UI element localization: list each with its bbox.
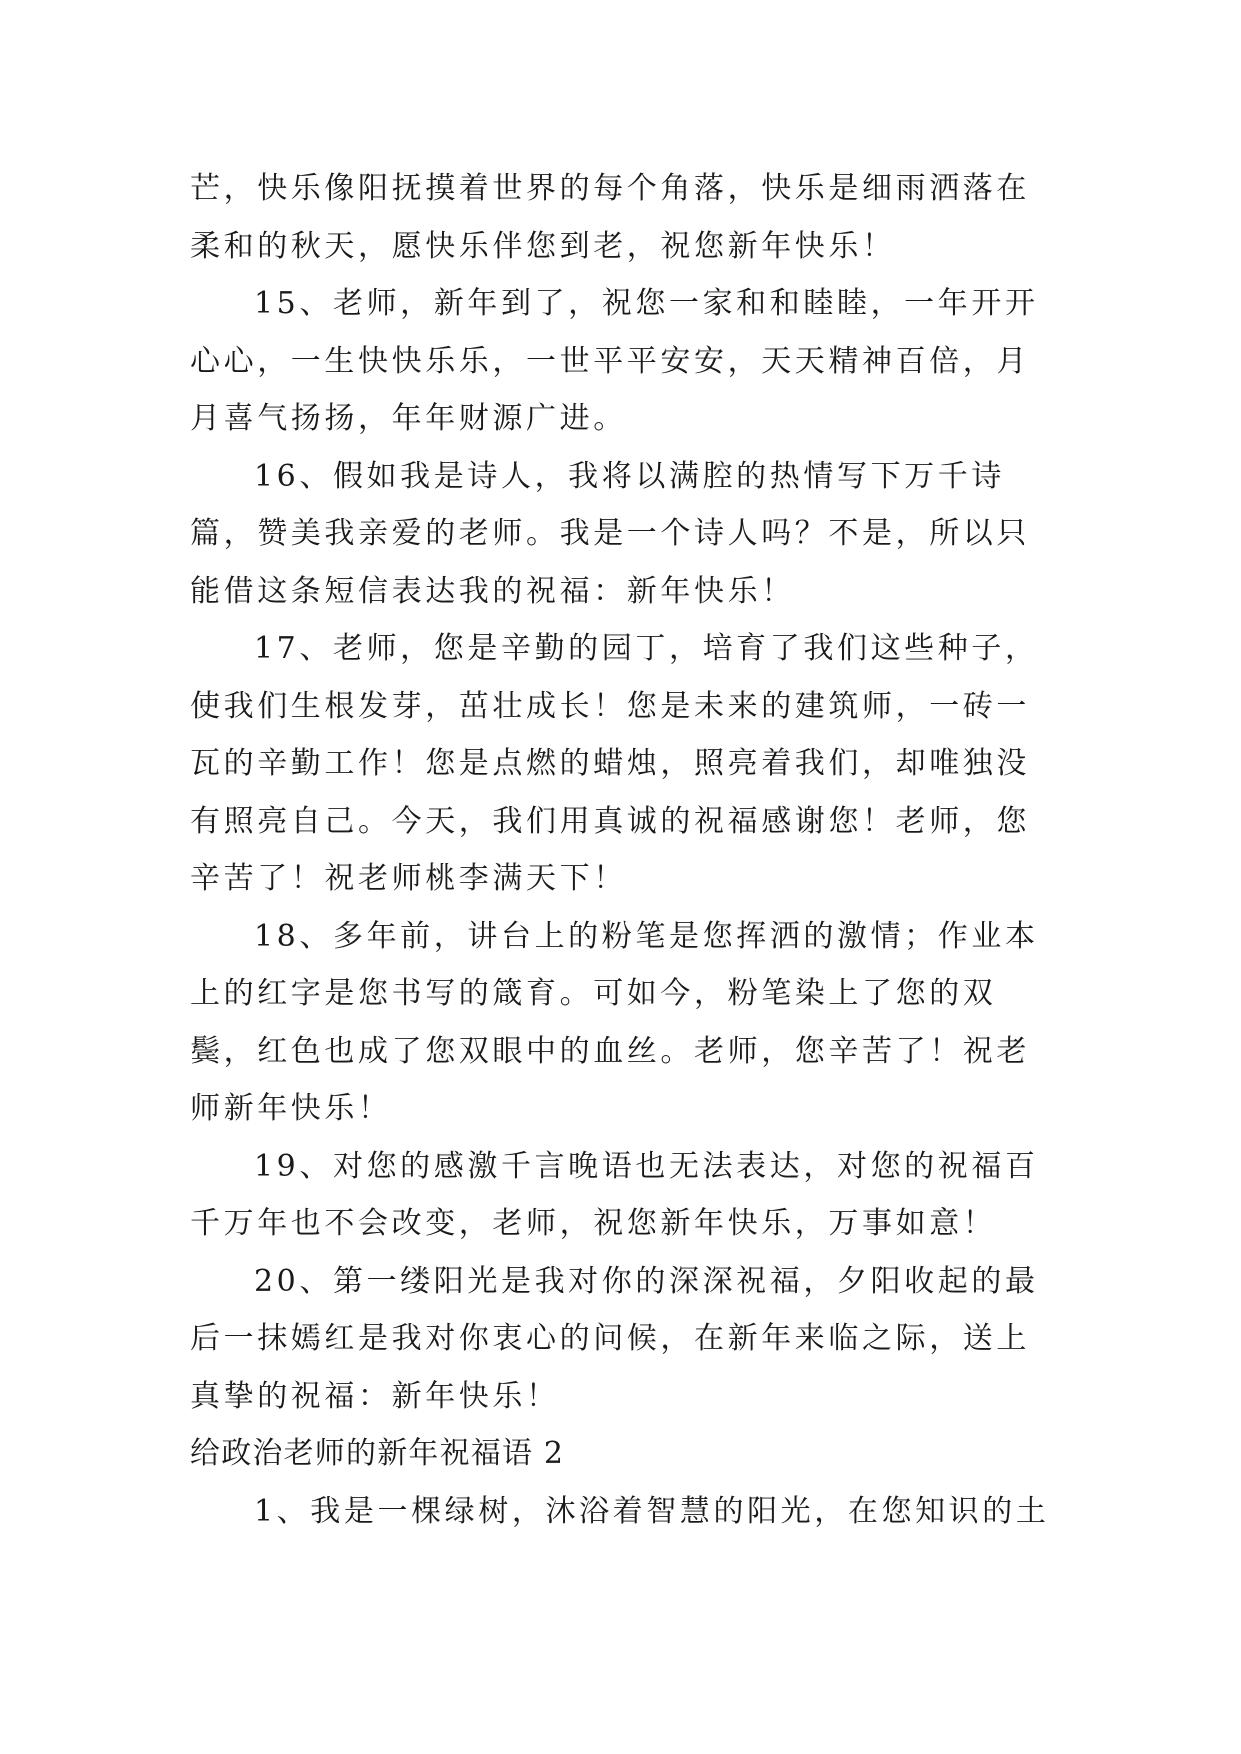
paragraph-item-16: 16、假如我是诗人，我将以满腔的热情写下万千诗篇，赞美我亲爱的老师。我是一个诗人吗？不是，所以只能借这条短信表达我的祝福：新年快乐！ [190,458,1030,609]
paragraph-item-15: 15、老师，新年到了，祝您一家和和睦睦，一年开开心心，一生快快乐乐，一世平平安安，天天精神百倍，月月喜气扬扬，年年财源广进。 [190,286,1039,436]
paragraph-item-20: 20、第一缕阳光是我对你的深深祝福，夕阳收起的最后一抹嫣红是我对你衷心的问候，在新年来临之际，送上真挚的祝福：新年快乐！ [190,1263,1039,1414]
paragraph-item-1: 1、我是一棵绿树，沐浴着智慧的阳光，在您知识的土 [254,1493,1050,1529]
paragraph-item-17: 17、老师，您是辛勤的园丁，培育了我们这些种子，使我们生根发芽，茁壮成长！您是未来的建筑师，一砖一瓦的辛勤工作！您是点燃的蜡烛，照亮着我们，却唯独没有照亮自己。今天，我们用真诚的祝福感谢您！老师，您辛苦了！祝老师桃李满天下！ [190,631,1039,896]
paragraph-item-18: 18、多年前，讲台上的粉笔是您挥洒的激情；作业本上的红字是您书写的箴育。可如今，粉笔染上了您的双鬓，红色也成了您双眼中的血丝。老师，您辛苦了！祝老师新年快乐！ [190,918,1039,1126]
section-heading: 给政治老师的新年祝福语 2 [190,1436,565,1471]
document-body [190,160,1060,1540]
paragraph-item-19: 19、对您的感激千言晚语也无法表达，对您的祝福百千万年也不会改变，老师，祝您新年快乐，万事如意！ [190,1148,1039,1241]
paragraph-continuation: 芒，快乐像阳抚摸着世界的每个角落，快乐是细雨洒落在柔和的秋天，愿快乐伴您到老，祝您新年快乐！ [190,171,1030,264]
